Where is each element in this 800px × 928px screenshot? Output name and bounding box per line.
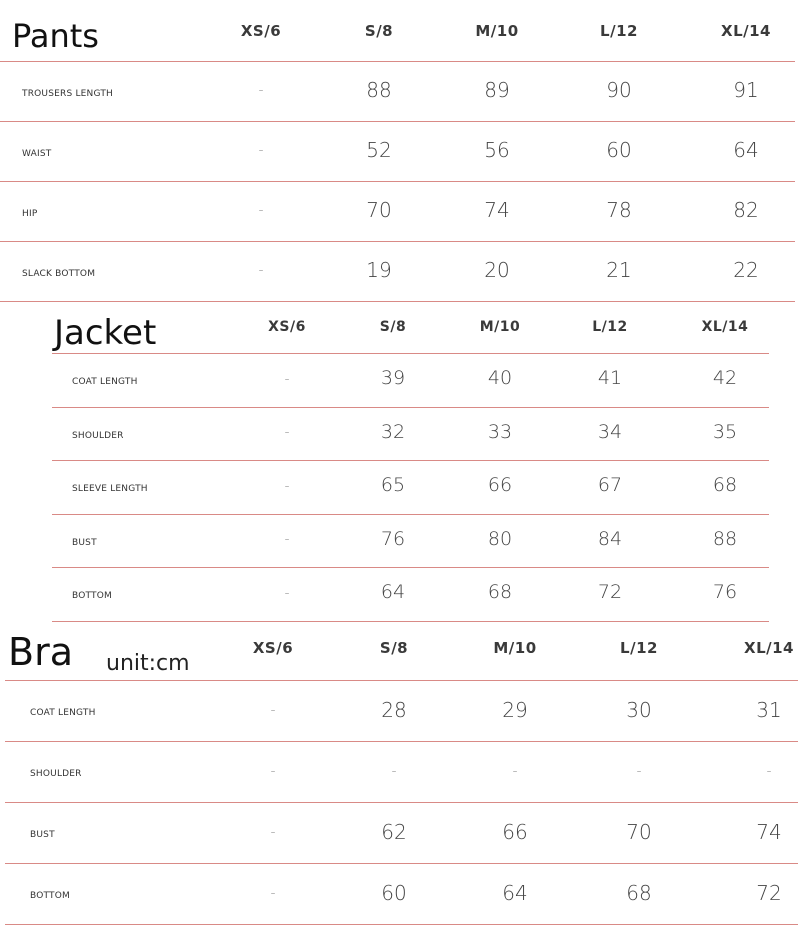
measurement-value: 68 (626, 880, 652, 905)
measurement-value: - (636, 762, 642, 779)
measurement-value: 41 (597, 367, 623, 390)
size-header-s: S/8 (364, 22, 394, 40)
measurement-value: - (258, 262, 264, 278)
measurement-value: 88 (712, 527, 738, 550)
measurement-value: 84 (597, 527, 623, 550)
row-divider (52, 407, 769, 408)
row-divider (52, 514, 769, 515)
measurement-label: BUST (72, 537, 97, 548)
measurement-value: 72 (756, 880, 782, 905)
measurement-value: 35 (712, 420, 738, 443)
measurement-value: 76 (712, 581, 738, 604)
measurement-label: COAT LENGTH (72, 377, 138, 388)
pants-size-table (0, 0, 800, 300)
measurement-value: 67 (597, 474, 623, 497)
row-divider (5, 802, 798, 803)
measurement-value: 90 (606, 78, 632, 102)
measurement-label: BOTTOM (72, 591, 112, 602)
size-header-xs: XS/6 (252, 639, 294, 657)
size-header-xl: XL/14 (744, 639, 794, 657)
measurement-label: SHOULDER (72, 430, 124, 441)
measurement-value: - (512, 762, 518, 779)
measurement-label: HIP (22, 208, 38, 219)
measurement-value: - (270, 701, 276, 718)
bra-size-table (0, 625, 800, 928)
measurement-value: - (766, 762, 772, 779)
measurement-value: 89 (484, 78, 510, 102)
measurement-value: - (284, 424, 290, 441)
row-divider (5, 680, 798, 681)
measurement-value: 68 (712, 474, 738, 497)
measurement-value: 82 (733, 198, 759, 222)
measurement-value: 19 (366, 258, 392, 282)
measurement-value: 88 (366, 78, 392, 102)
measurement-value: 33 (487, 420, 513, 443)
row-divider (0, 241, 795, 242)
measurement-value: 20 (484, 258, 510, 282)
measurement-label: SLACK BOTTOM (22, 268, 96, 279)
measurement-value: 52 (366, 138, 392, 162)
measurement-value: 62 (381, 819, 407, 844)
measurement-label: WAIST (22, 148, 52, 159)
measurement-label: SLEEVE LENGTH (72, 484, 148, 495)
jacket-title: Jacket (54, 313, 157, 353)
measurement-value: 29 (502, 697, 528, 722)
row-divider (0, 61, 795, 62)
jacket-size-table (0, 300, 800, 625)
size-header-xl: XL/14 (701, 319, 749, 335)
measurement-value: 28 (381, 697, 407, 722)
measurement-value: - (258, 202, 264, 218)
row-divider (0, 181, 795, 182)
measurement-value: 30 (626, 697, 652, 722)
measurement-label: BUST (30, 830, 55, 840)
measurement-value: - (284, 531, 290, 548)
size-header-l: L/12 (592, 319, 628, 335)
measurement-value: 80 (487, 527, 513, 550)
measurement-label: COAT LENGTH (30, 708, 96, 718)
row-divider (52, 353, 769, 354)
measurement-value: 34 (597, 420, 623, 443)
measurement-value: - (391, 762, 397, 779)
measurement-value: 66 (487, 474, 513, 497)
pants-title: Pants (12, 17, 99, 55)
measurement-label: SHOULDER (30, 769, 82, 779)
measurement-value: 68 (487, 581, 513, 604)
unit-note: unit:cm (106, 651, 190, 676)
measurement-value: 74 (484, 198, 510, 222)
size-header-m: M/10 (475, 22, 519, 40)
measurement-value: - (284, 370, 290, 387)
row-divider (52, 621, 769, 622)
measurement-value: 64 (380, 581, 406, 604)
size-header-s: S/8 (379, 639, 409, 657)
measurement-value: - (270, 762, 276, 779)
measurement-value: 56 (484, 138, 510, 162)
measurement-value: 72 (597, 581, 623, 604)
size-header-s: S/8 (379, 319, 407, 335)
measurement-value: 42 (712, 367, 738, 390)
measurement-value: 74 (756, 819, 782, 844)
bra-title: Bra (8, 630, 73, 674)
row-divider (5, 741, 798, 742)
measurement-value: 64 (733, 138, 759, 162)
measurement-value: 31 (756, 697, 782, 722)
measurement-value: 22 (733, 258, 759, 282)
measurement-value: 32 (380, 420, 406, 443)
row-divider (0, 121, 795, 122)
measurement-value: 91 (733, 78, 759, 102)
measurement-value: 39 (380, 367, 406, 390)
size-header-xs: XS/6 (240, 22, 282, 40)
row-divider (52, 460, 769, 461)
measurement-value: - (258, 82, 264, 98)
measurement-value: - (270, 884, 276, 901)
measurement-value: 60 (606, 138, 632, 162)
measurement-value: 40 (487, 367, 513, 390)
measurement-value: 76 (380, 527, 406, 550)
size-header-m: M/10 (493, 639, 537, 657)
row-divider (5, 863, 798, 864)
measurement-label: BOTTOM (30, 891, 70, 901)
size-header-l: L/12 (600, 22, 638, 40)
measurement-value: - (284, 584, 290, 601)
measurement-value: 21 (606, 258, 632, 282)
size-header-l: L/12 (620, 639, 658, 657)
size-header-m: M/10 (479, 319, 521, 335)
size-header-xs: XS/6 (268, 319, 306, 335)
measurement-value: - (258, 142, 264, 158)
measurement-value: - (284, 477, 290, 494)
measurement-value: 70 (366, 198, 392, 222)
measurement-value: 66 (502, 819, 528, 844)
measurement-value: 64 (502, 880, 528, 905)
measurement-value: 60 (381, 880, 407, 905)
measurement-value: 65 (380, 474, 406, 497)
row-divider (52, 567, 769, 568)
measurement-value: 70 (626, 819, 652, 844)
measurement-value: - (270, 823, 276, 840)
measurement-value: 78 (606, 198, 632, 222)
row-divider (5, 924, 798, 925)
size-header-xl: XL/14 (721, 22, 771, 40)
measurement-label: TROUSERS LENGTH (22, 88, 114, 99)
